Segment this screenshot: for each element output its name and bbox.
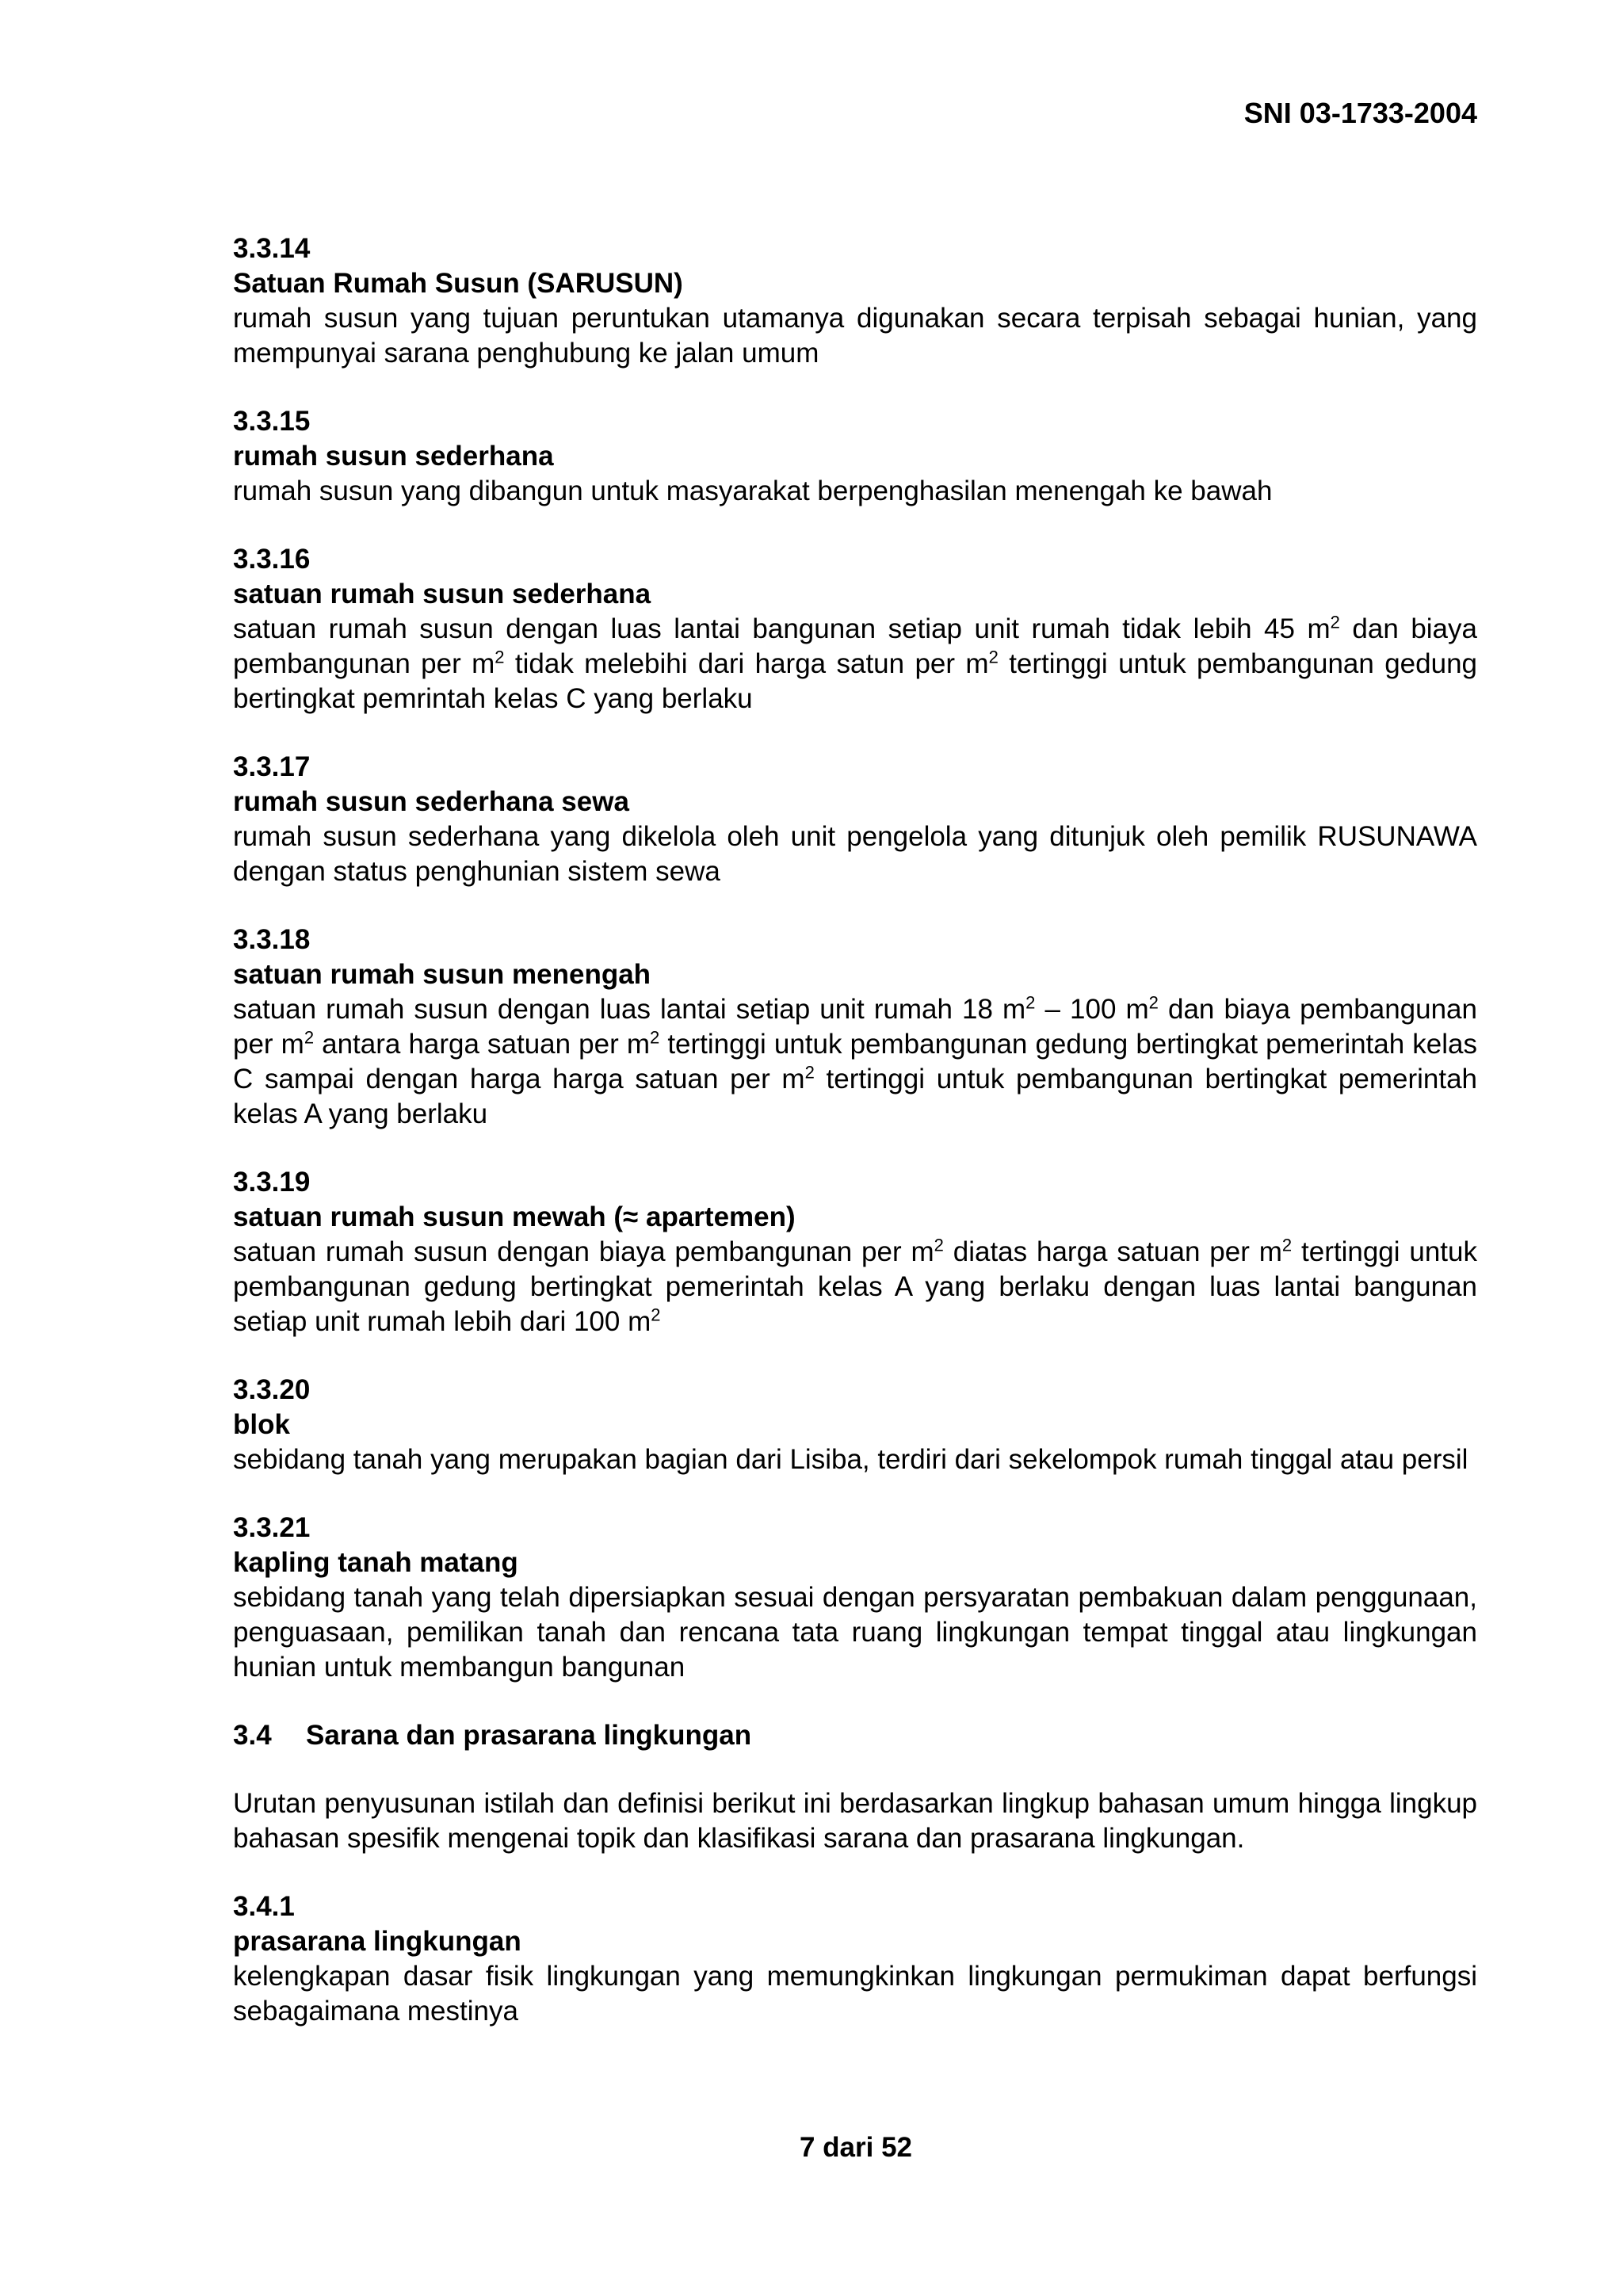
definition-entry (233, 1889, 1477, 2029)
definition-number: 3.3.15 (233, 406, 311, 437)
definition-number: 3.4.1 (233, 1891, 295, 1922)
definition-entry (233, 231, 1477, 371)
definition-text-segment: tidak melebihi dari harga satun per m (504, 648, 989, 679)
definition-text-segment: tertinggi untuk pembangunan gedung bertingkat pemerintah kelas A yang berlaku dengan luas lantai bangunan setiap unit rumah lebih dari 100 m (233, 1236, 1477, 1337)
superscript: 2 (1148, 992, 1159, 1013)
definition-text (233, 612, 1477, 716)
superscript: 2 (651, 1305, 661, 1325)
definition-number: 3.3.17 (233, 751, 311, 782)
definition-text-segment: dan biaya pembangunan per m (233, 994, 1477, 1060)
definition-text: rumah susun yang tujuan peruntukan utamanya digunakan secara terpisah sebagai hunian, yang mempunyai sarana penghubung ke jalan umum (233, 303, 1477, 369)
section-title: Sarana dan prasarana lingkungan (306, 1720, 752, 1751)
section-intro: Urutan penyusunan istilah dan definisi berikut ini berdasarkan lingkup bahasan umum hingga lingkup bahasan spesifik mengenai topik dan klasifikasi sarana dan prasarana lingkungan. (233, 1788, 1477, 1854)
superscript: 2 (934, 1235, 944, 1255)
definition-text-segment: diatas harga satuan per m (943, 1236, 1282, 1267)
definition-number: 3.3.18 (233, 924, 311, 955)
definition-text: rumah susun sederhana yang dikelola oleh unit pengelola yang ditunjuk oleh pemilik RUSUNAWA dengan status penghunian sistem sewa (233, 821, 1477, 887)
definitions-list (233, 1889, 1477, 2029)
document-body (233, 231, 1477, 2062)
definition-term: satuan rumah susun sederhana (233, 579, 651, 609)
definition-term: Satuan Rumah Susun (SARUSUN) (233, 268, 683, 299)
definition-text: sebidang tanah yang merupakan bagian dari Lisiba, terdiri dari sekelompok rumah tinggal atau persil (233, 1444, 1468, 1475)
definition-text: sebidang tanah yang telah dipersiapkan sesuai dengan persyaratan pembakuan dalam penggunaan, penguasaan, pemilikan tanah dan rencana tata ruang lingkungan tempat tinggal atau lingkungan hunian untuk membangun bangunan (233, 1582, 1477, 1683)
definition-number: 3.3.20 (233, 1374, 311, 1405)
definition-text-segment: dan biaya pembangunan per m (233, 613, 1477, 679)
definition-term: blok (233, 1409, 290, 1440)
definition-term: prasarana lingkungan (233, 1926, 521, 1957)
definition-text-segment: satuan rumah susun dengan biaya pembangunan per m (233, 1236, 934, 1267)
definition-entry (233, 1511, 1477, 1685)
definition-text-segment: satuan rumah susun dengan luas lantai setiap unit rumah 18 m (233, 994, 1026, 1025)
definition-text: rumah susun yang dibangun untuk masyarakat berpenghasilan menengah ke bawah (233, 476, 1273, 506)
definition-text: kelengkapan dasar fisik lingkungan yang memungkinkan lingkungan permukiman dapat berfungsi sebagaimana mestinya (233, 1961, 1477, 2027)
definition-text-segment: satuan rumah susun dengan luas lantai bangunan setiap unit rumah tidak lebih 45 m (233, 613, 1331, 644)
definition-number: 3.3.21 (233, 1512, 311, 1543)
document-id-header: SNI 03-1733-2004 (1243, 97, 1477, 129)
definition-term: kapling tanah matang (233, 1547, 518, 1578)
definition-text-segment: antara harga satuan per m (314, 1029, 650, 1060)
superscript: 2 (650, 1027, 660, 1048)
definition-number: 3.3.14 (233, 233, 311, 264)
definition-entry (233, 923, 1477, 1132)
definition-text-segment: tertinggi untuk pembangunan gedung bertingkat pemrintah kelas C yang berlaku (233, 648, 1478, 714)
definition-term: rumah susun sederhana sewa (233, 786, 629, 817)
definition-entry (233, 1165, 1477, 1339)
definition-entry (233, 1373, 1477, 1477)
definition-text (233, 992, 1477, 1132)
definition-term: satuan rumah susun mewah (≈ apartemen) (233, 1201, 796, 1232)
definition-entry (233, 542, 1477, 716)
definition-text-segment: – 100 m (1035, 994, 1149, 1025)
definition-entry (233, 750, 1477, 889)
superscript: 2 (1281, 1235, 1293, 1255)
definition-number: 3.3.16 (233, 544, 311, 575)
superscript: 2 (988, 647, 999, 667)
definitions-list (233, 231, 1477, 1685)
definition-term: satuan rumah susun menengah (233, 959, 651, 990)
section-number: 3.4 (233, 1720, 272, 1751)
superscript: 2 (804, 1062, 815, 1083)
page-number: 7 dari 52 (799, 2132, 913, 2163)
superscript: 2 (495, 647, 505, 667)
definition-text-segment: tertinggi untuk pembangunan gedung bertingkat pemerintah kelas C sampai dengan harga harga satuan per m (233, 1029, 1477, 1095)
definition-text-segment: tertinggi untuk pembangunan bertingkat pemerintah kelas A yang berlaku (233, 1064, 1477, 1129)
definition-entry (233, 404, 1477, 509)
section-heading (233, 1718, 1477, 1753)
superscript: 2 (1025, 992, 1036, 1013)
definition-number: 3.3.19 (233, 1167, 311, 1198)
superscript: 2 (1330, 612, 1340, 632)
definition-text (233, 1235, 1477, 1339)
definition-term: rumah susun sederhana (233, 441, 554, 472)
superscript: 2 (304, 1027, 315, 1048)
